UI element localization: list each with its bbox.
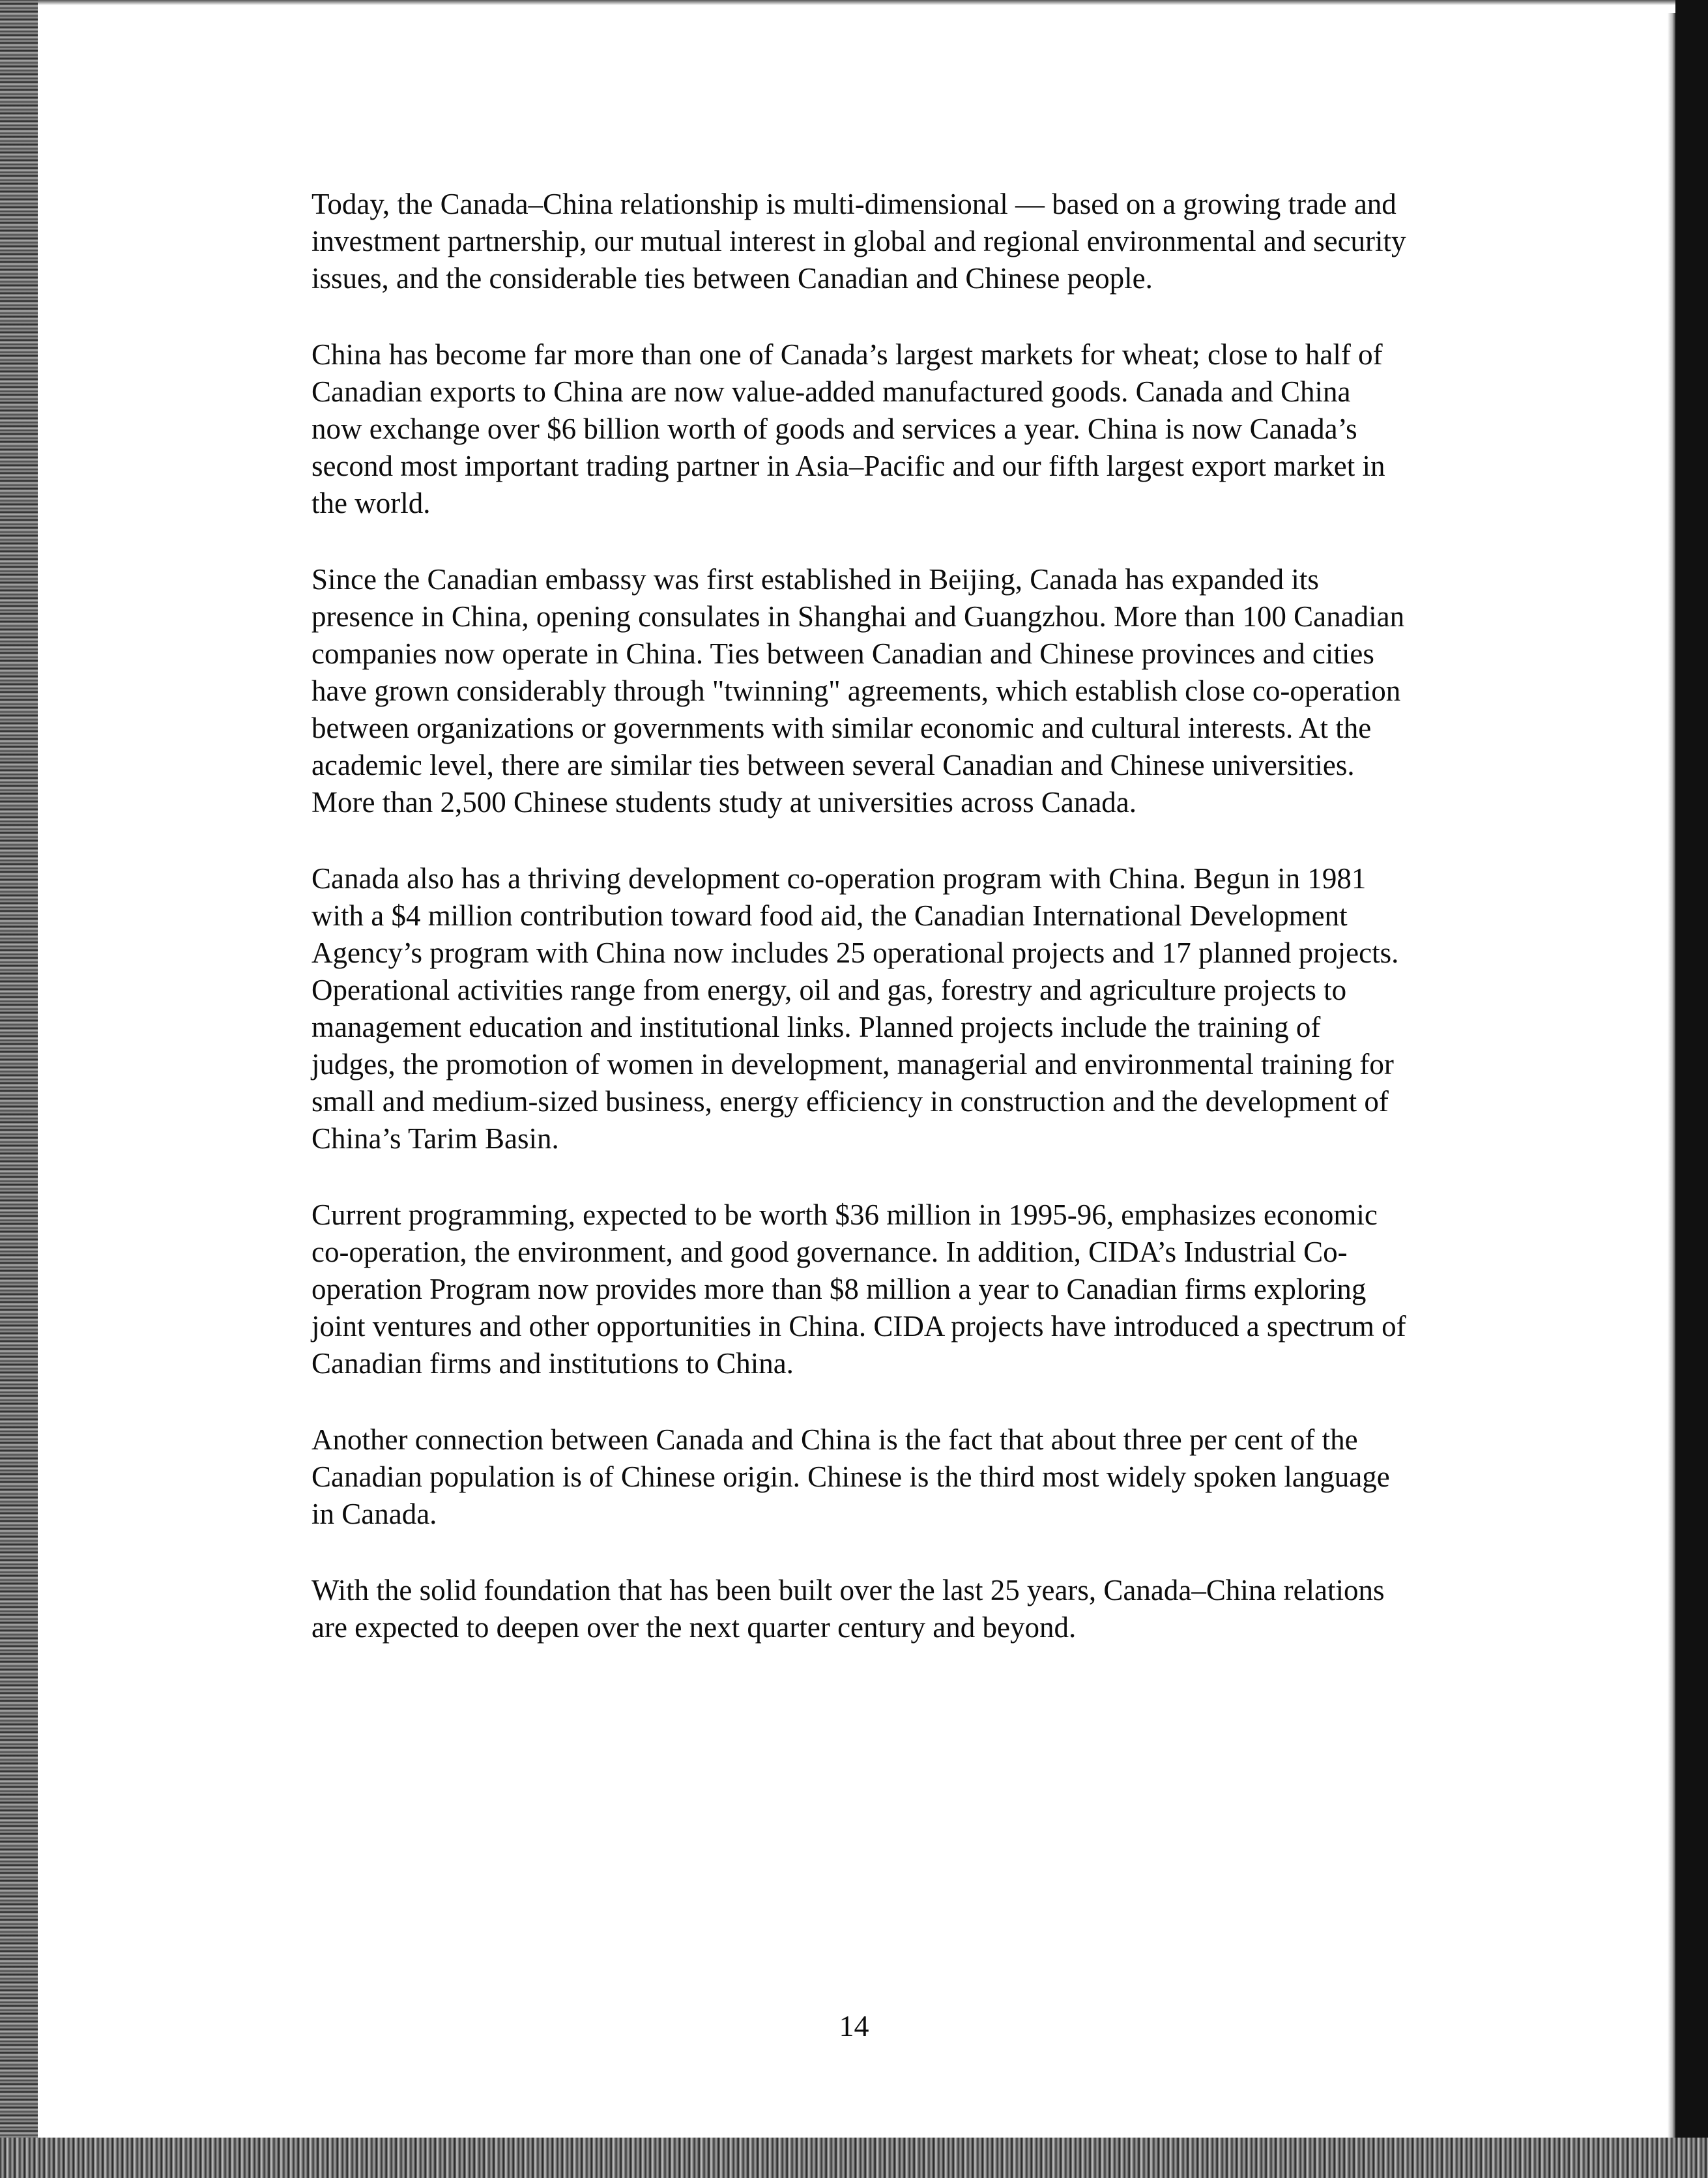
paragraph-programming: Current programming, expected to be worth $36 million in 1995-96, emphasizes economic co-operation, the environment, and good governance. In addition, CIDA’s Industrial Co-operation Program now provides more than $8 million a year to Canadian firms exploring joint ventures and other opportunities in China. CIDA projects have introduced a spectrum of Canadian firms and institutions to China.: [311, 1198, 1406, 1380]
paragraph-outlook: With the solid foundation that has been built over the last 25 years, Canada–China relations are expected to deepen over the next quarter century and beyond.: [311, 1574, 1385, 1644]
scan-edge-top: [38, 0, 1675, 5]
scan-edge-left: [0, 0, 38, 2178]
paragraph-relationship: Today, the Canada–China relationship is multi-dimensional — based on a growing trade and investment partnership, our mutual interest in global and regional environmental and security issues, and the considerable ties between Canadian and Chinese people.: [311, 188, 1406, 295]
paragraph-development: Canada also has a thriving development co-operation program with China. Begun in 1981 with a $4 million contribution toward food aid, the Canadian International Development Agency’s program with China now includes 25 operational projects and 17 planned projects. Operational activities range from energy, oil and gas, forestry and agriculture projects to management education and institutional links. Planned projects include the training of judges, the promotion of women in development, managerial and environmental training for small and medium-sized business, energy efficiency in construction and the development of China’s Tarim Basin.: [311, 862, 1399, 1155]
scan-edge-right: [1675, 0, 1708, 2178]
paragraph-population: Another connection between Canada and China is the fact that about three per cent of the Canadian population is of Chinese origin. Chinese is the third most widely spoken language in Canada.: [311, 1423, 1390, 1530]
paragraph-presence: Since the Canadian embassy was first established in Beijing, Canada has expanded its presence in China, opening consulates in Shanghai and Guangzhou. More than 100 Canadian companies now operate in China. Ties between Canadian and Chinese provinces and cities have grown considerably through "twinning" agreements, which establish close co-operation between organizations or governments with similar economic and cultural interests. At the academic level, there are similar ties between several Canadian and Chinese universities. More than 2,500 Chinese students study at universities across Canada.: [311, 563, 1405, 819]
document-body: [311, 186, 1406, 1685]
paragraph-trade: China has become far more than one of Canada’s largest markets for wheat; close to half of Canadian exports to China are now value-added manufactured goods. Canada and China now exchange over $6 billion worth of goods and services a year. China is now Canada’s second most important trading partner in Asia–Pacific and our fifth largest export market in the world.: [311, 338, 1385, 519]
page-curl-shadow: [1668, 13, 1675, 2138]
page-number: 14: [839, 2009, 869, 2042]
scan-edge-bottom: [0, 2138, 1708, 2178]
